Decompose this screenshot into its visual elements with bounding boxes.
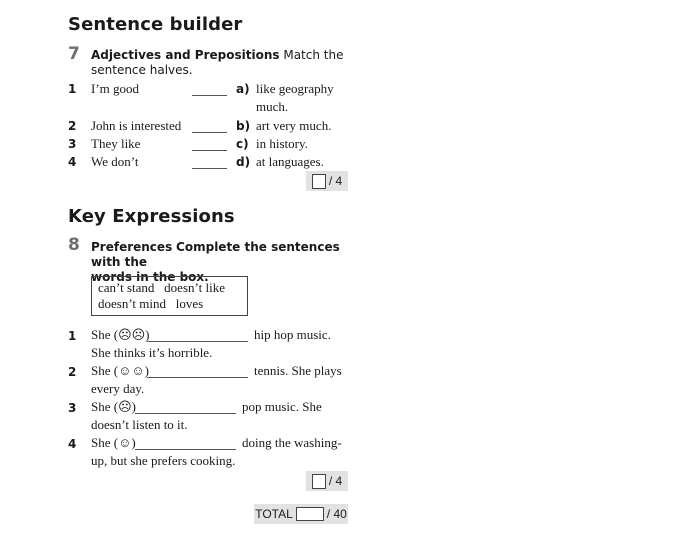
score-badge (306, 171, 348, 191)
sentence-continuation: up, but she prefers cooking. (91, 453, 236, 468)
instruction-text: Complete the sentences with the (91, 240, 340, 269)
sentence-tail: hip hop music. (254, 327, 331, 342)
exercise-instruction (91, 48, 351, 78)
exercise-number: 8 (68, 235, 80, 255)
total-input-box[interactable] (296, 507, 324, 521)
sentence-lead: She (☺☺) (91, 363, 149, 378)
word-box (91, 276, 248, 316)
item-number: 1 (68, 82, 77, 96)
exercise-heading: Adjectives and Prepositions (91, 48, 280, 62)
sentence-continuation: She thinks it’s horrible. (91, 345, 213, 360)
exercise-number: 7 (68, 44, 80, 64)
answer-blank[interactable] (192, 120, 227, 133)
answer-blank[interactable] (147, 365, 248, 378)
sentence-lead: She (☺) (91, 435, 136, 450)
sentence-continuation: doesn’t listen to it. (91, 417, 188, 432)
exercise-heading: Preferences (91, 240, 173, 254)
total-label: TOTAL (255, 507, 293, 521)
answer-blank[interactable] (135, 437, 236, 450)
score-badge (306, 471, 348, 491)
option-text: at languages. (256, 154, 324, 169)
item-number: 3 (68, 137, 77, 151)
item-number: 2 (68, 365, 77, 379)
option-letter: d) (236, 155, 251, 169)
item-number: 4 (68, 437, 77, 451)
option-letter: a) (236, 82, 250, 96)
option-text: like geography (256, 81, 334, 96)
answer-blank[interactable] (135, 401, 236, 414)
total-out-of: / 40 (326, 507, 347, 521)
answer-blank[interactable] (192, 83, 227, 96)
section-title-key-expressions: Key Expressions (68, 206, 235, 227)
word-box-row: can’t stand doesn’t like (98, 280, 225, 295)
sentence-start: We don’t (91, 154, 139, 169)
sentence-lead: She (☹) (91, 399, 136, 414)
option-text: in history. (256, 136, 308, 151)
sentence-continuation: every day. (91, 381, 145, 396)
instruction-text: sentence halves. (91, 63, 193, 77)
section-title-sentence-builder: Sentence builder (68, 14, 243, 35)
option-letter: c) (236, 137, 249, 151)
answer-blank[interactable] (192, 138, 227, 151)
instruction-text: words in the box. (91, 270, 209, 284)
answer-blank[interactable] (147, 329, 248, 342)
sentence-tail: doing the washing- (242, 435, 342, 450)
option-text: art very much. (256, 118, 332, 133)
sentence-start: They like (91, 136, 141, 151)
score-total: / 4 (328, 474, 343, 488)
item-number: 2 (68, 119, 77, 133)
sentence-tail: tennis. She plays (254, 363, 342, 378)
sentence-start: I’m good (91, 81, 140, 96)
item-number: 3 (68, 401, 77, 415)
instruction-text: Match the (283, 48, 344, 62)
item-number: 1 (68, 329, 77, 343)
answer-blank[interactable] (192, 156, 227, 169)
option-text: much. (256, 99, 289, 114)
score-total: / 4 (328, 174, 343, 188)
score-input-box[interactable] (312, 174, 326, 189)
option-letter: b) (236, 119, 251, 133)
sentence-start: John is interested (91, 118, 182, 133)
total-score-badge (254, 504, 348, 524)
score-input-box[interactable] (312, 474, 326, 489)
sentence-lead: She (☹☹) (91, 327, 150, 342)
sentence-tail: pop music. She (242, 399, 322, 414)
item-number: 4 (68, 155, 77, 169)
word-box-row: doesn’t mind loves (98, 296, 204, 311)
